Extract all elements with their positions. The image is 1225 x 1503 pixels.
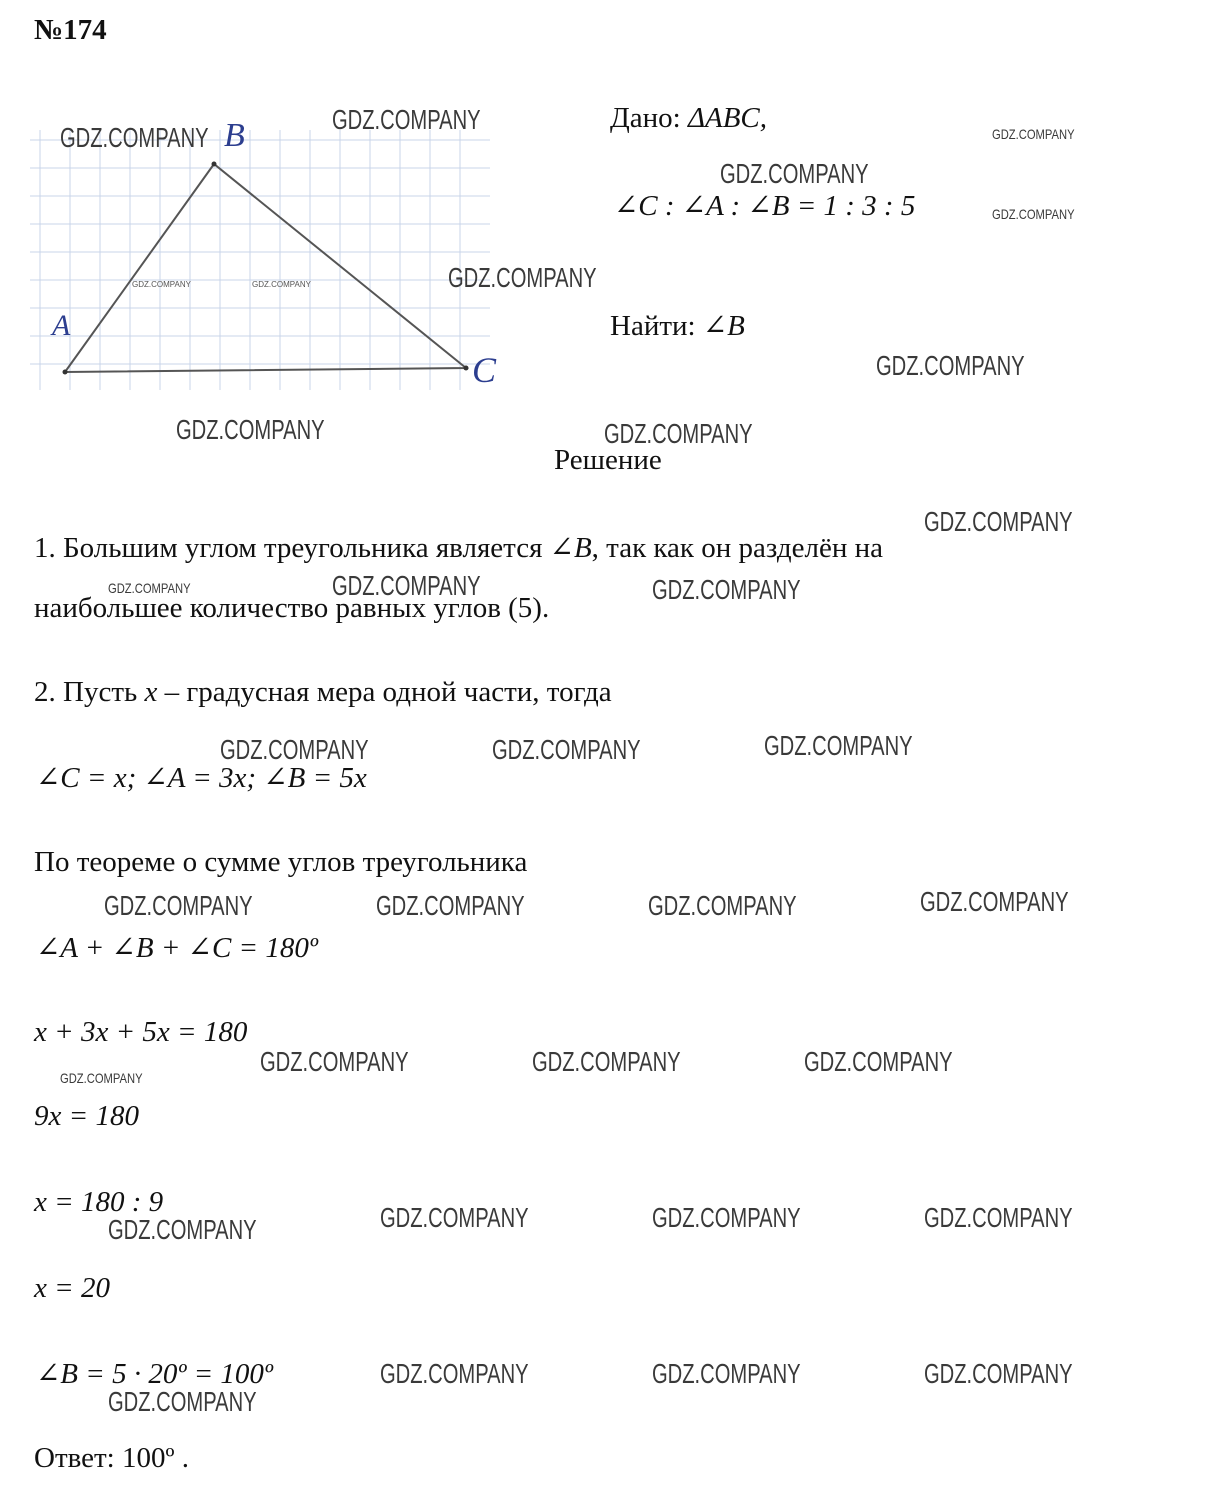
watermark: GDZ.COMPANY: [448, 262, 597, 293]
watermark: GDZ.COMPANY: [532, 1046, 681, 1077]
step-2-text-end: – градусная мера одной части, тогда: [164, 676, 612, 708]
watermark: GDZ.COMPANY: [380, 1358, 529, 1389]
find-line: [610, 308, 745, 343]
watermark: GDZ.COMPANY: [920, 886, 1069, 917]
watermark: GDZ.COMPANY: [992, 126, 1075, 142]
watermark: GDZ.COMPANY: [876, 350, 1025, 381]
watermark: GDZ.COMPANY: [648, 890, 797, 921]
given-label: Дано:: [610, 102, 681, 134]
step-1-line-1: [34, 530, 883, 565]
equation-1: x + 3x + 5x = 180: [34, 1016, 248, 1048]
watermark: GDZ.COMPANY: [108, 1386, 257, 1417]
watermark: GDZ.COMPANY: [332, 570, 481, 601]
watermark: GDZ.COMPANY: [132, 280, 191, 289]
watermark: GDZ.COMPANY: [60, 1070, 143, 1086]
answer-line: Ответ: 100º .: [34, 1442, 189, 1474]
find-target: ∠B: [702, 310, 745, 342]
watermark: GDZ.COMPANY: [652, 1358, 801, 1389]
watermark: GDZ.COMPANY: [380, 1202, 529, 1233]
problem-number: №174: [34, 14, 107, 46]
solution-heading: Решение: [554, 444, 662, 476]
step-2-text: 2. Пусть: [34, 676, 138, 708]
find-label: Найти:: [610, 310, 696, 342]
watermark: GDZ.COMPANY: [924, 1202, 1073, 1233]
result-line: ∠B = 5 · 20º = 100º: [36, 1358, 273, 1390]
watermark: GDZ.COMPANY: [924, 1358, 1073, 1389]
watermark: GDZ.COMPANY: [924, 506, 1073, 537]
equation-2: 9x = 180: [34, 1100, 139, 1132]
watermark: GDZ.COMPANY: [260, 1046, 409, 1077]
step-2-line: [34, 676, 612, 709]
equation-3: x = 180 : 9: [34, 1186, 164, 1218]
watermark: GDZ.COMPANY: [176, 414, 325, 445]
watermark: GDZ.COMPANY: [720, 158, 869, 189]
watermark: GDZ.COMPANY: [108, 580, 191, 596]
watermark: GDZ.COMPANY: [652, 574, 801, 605]
step-1-text: 1. Большим углом треугольника является: [34, 532, 543, 564]
angle-sum-equation: ∠A + ∠B + ∠C = 180º: [36, 932, 318, 964]
step-1-line-2: наибольшее количество равных углов (5).: [34, 592, 550, 624]
watermark: GDZ.COMPANY: [804, 1046, 953, 1077]
vertex-label-b: B: [224, 117, 245, 154]
watermark: GDZ.COMPANY: [764, 730, 913, 761]
vertex-label-a: A: [52, 309, 71, 342]
watermark: GDZ.COMPANY: [108, 1214, 257, 1245]
step-1-text-end: , так как он разделён на: [591, 532, 883, 564]
step-1-angle: ∠B: [549, 532, 592, 564]
watermark: GDZ.COMPANY: [332, 104, 481, 135]
angles-expression: ∠C = x; ∠A = 3x; ∠B = 5x: [36, 762, 367, 794]
given-line: [610, 102, 767, 135]
given-triangle: ΔABC,: [687, 102, 768, 134]
watermark: GDZ.COMPANY: [376, 890, 525, 921]
vertex-label-c: C: [472, 350, 497, 390]
watermark: GDZ.COMPANY: [252, 280, 311, 289]
watermark: GDZ.COMPANY: [492, 734, 641, 765]
triangle-abc: [65, 164, 466, 372]
equation-4: x = 20: [34, 1272, 110, 1304]
watermark: GDZ.COMPANY: [992, 206, 1075, 222]
watermark: GDZ.COMPANY: [104, 890, 253, 921]
watermark: GDZ.COMPANY: [604, 418, 753, 449]
given-ratio: ∠C : ∠A : ∠B = 1 : 3 : 5: [614, 190, 916, 222]
theorem-line: По теореме о сумме углов треугольника: [34, 846, 528, 878]
watermark: GDZ.COMPANY: [220, 734, 369, 765]
step-2-variable: x: [144, 676, 158, 708]
watermark: GDZ.COMPANY: [60, 122, 209, 153]
watermark: GDZ.COMPANY: [652, 1202, 801, 1233]
